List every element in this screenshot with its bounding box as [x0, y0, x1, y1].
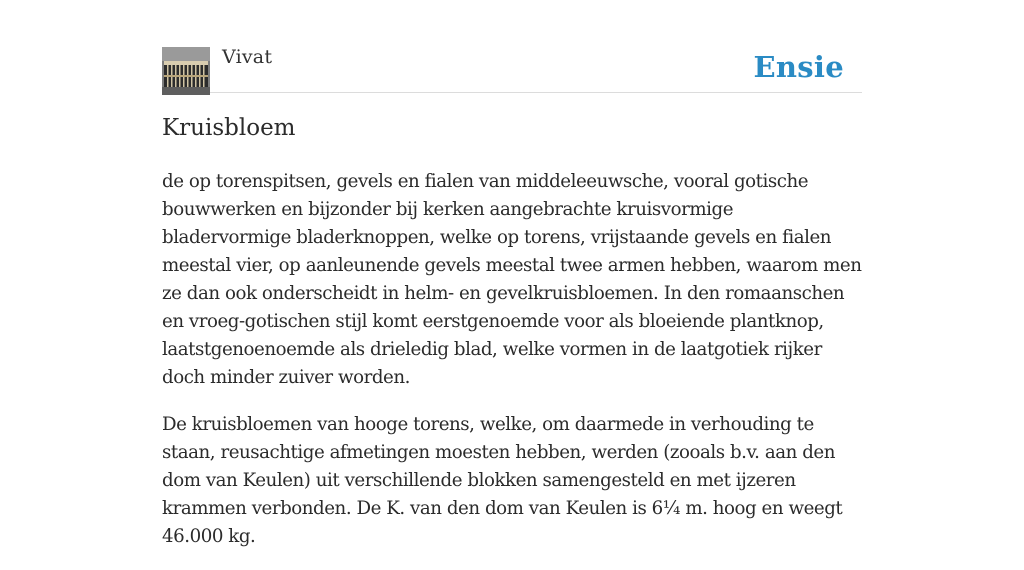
paragraph-1: de op torenspitsen, gevels en fialen van middeleeuwsche, vooral gotische bouwwerken en bijzonder bij kerken aangebrachte kruisvormige bladervormige bladerknoppen, welke op torens, vrijstaande gevels en fialen meestal vier, op aanleunende gevels meestal twee armen hebben, waarom men ze dan ook onderscheidt in helm- en gevelkruisbloemen. In den romaanschen en vroeg-gotischen stijl komt eerstgenoemde voor als bloeiende plantknop, laatstgenoenoemde als drieledig blad, welke vormen in de laatgotiek rijker doch minder zuiver worden. [162, 171, 862, 388]
article-body [162, 168, 862, 570]
paragraph-2: De kruisbloemen van hooge torens, welke, om daarmede in verhouding te staan, reusachtige afmetingen moesten hebben, werden (zooals b.v. aan den dom van Keulen) uit verschillende blokken samengesteld en met ijzeren krammen verbonden. De K. van den dom van Keulen is 6¼ m. hoog en weegt 46.000 kg. [162, 414, 843, 547]
header [162, 0, 862, 93]
book-spines-icon [162, 47, 210, 95]
source-avatar[interactable] [162, 47, 210, 95]
brand-logo[interactable]: Ensie [753, 50, 844, 84]
article-title: Kruisbloem [162, 115, 296, 141]
source-name[interactable]: Vivat [222, 46, 273, 68]
article-page [162, 0, 862, 547]
